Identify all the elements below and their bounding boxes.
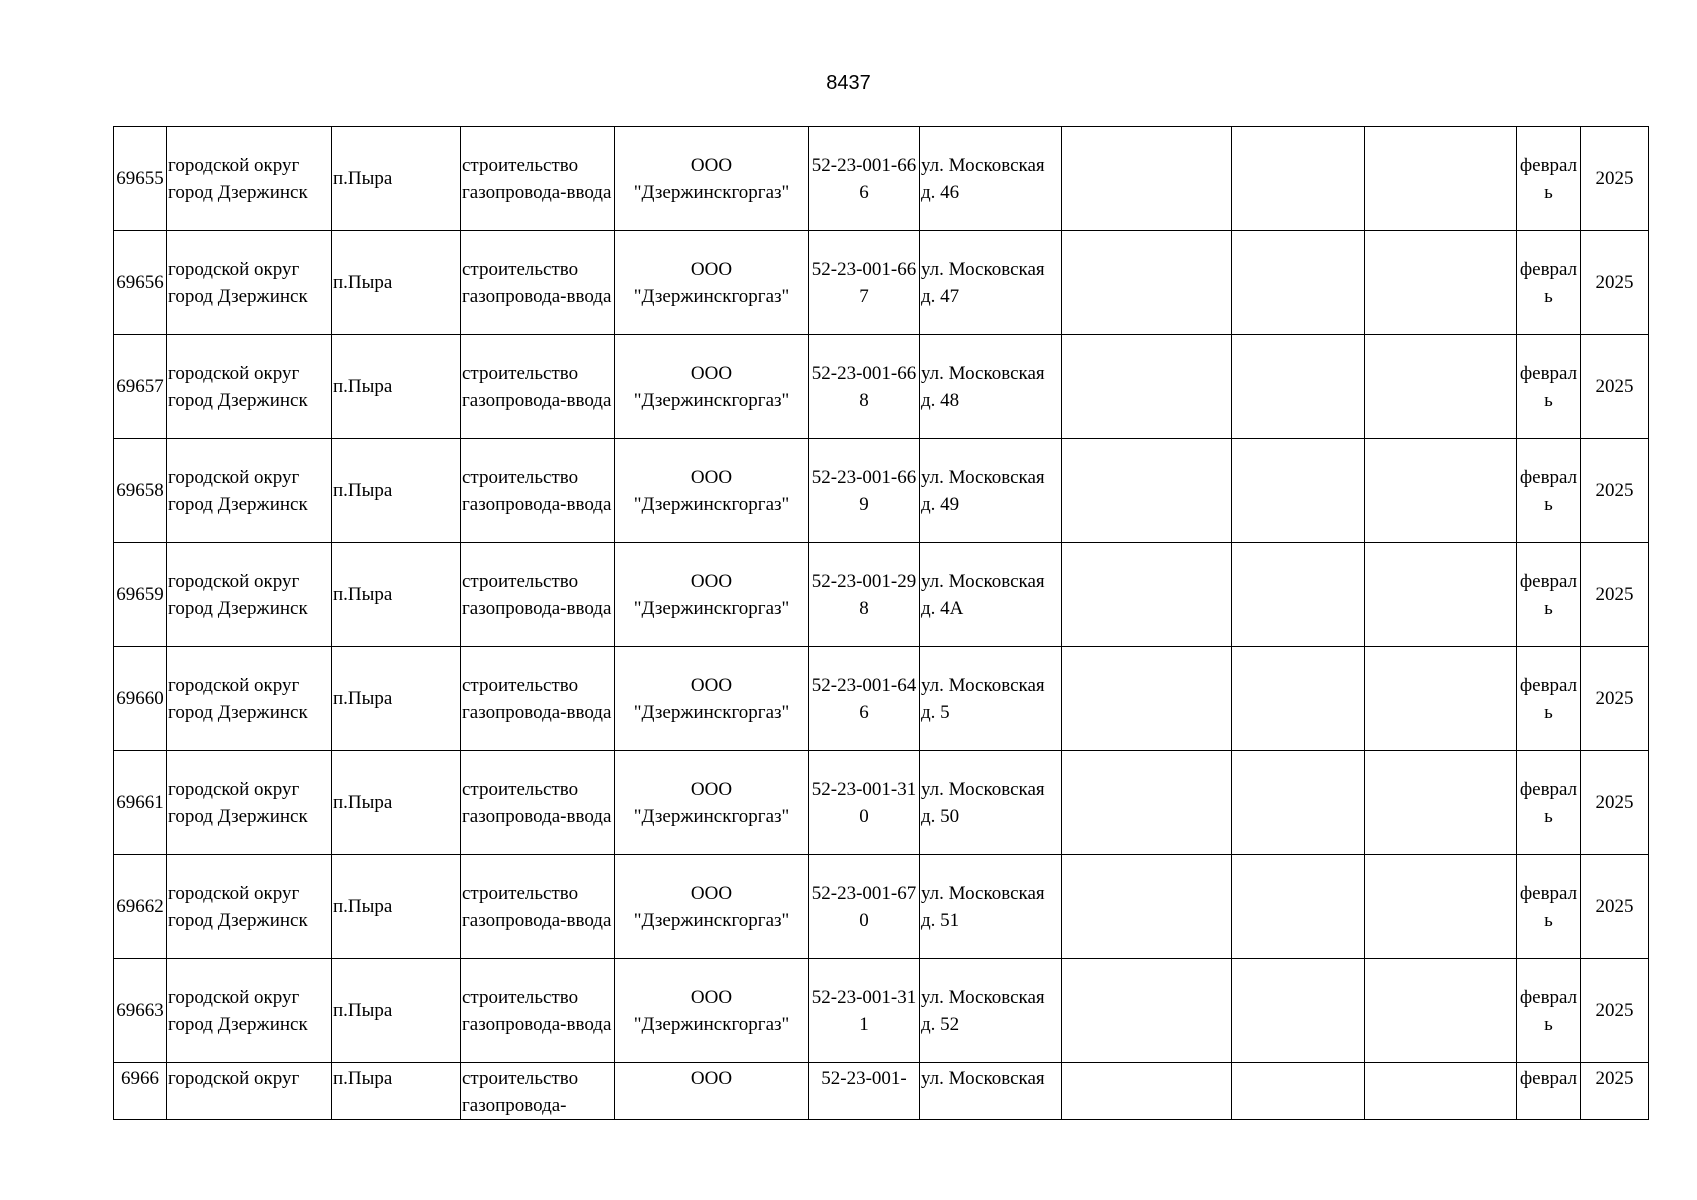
settlement: п.Пыра <box>332 335 461 439</box>
empty-cell <box>1232 439 1365 543</box>
empty-cell <box>1232 543 1365 647</box>
settlement: п.Пыра <box>332 543 461 647</box>
month: феврал <box>1517 1063 1581 1120</box>
municipality: городской округ город Дзержинск <box>167 543 332 647</box>
settlement: п.Пыра <box>332 959 461 1063</box>
empty-cell <box>1232 127 1365 231</box>
cadastral-number: 52-23-001-667 <box>809 231 920 335</box>
municipality: городской округ город Дзержинск <box>167 231 332 335</box>
month: февраль <box>1517 751 1581 855</box>
empty-cell <box>1062 959 1232 1063</box>
address: ул. Московская д. 52 <box>920 959 1062 1063</box>
municipality: городской округ город Дзержинск <box>167 959 332 1063</box>
empty-cell <box>1365 439 1517 543</box>
organization: ООО "Дзержинскгоргаз" <box>615 751 809 855</box>
work-type: строительство газопровода-ввода <box>461 231 615 335</box>
month: февраль <box>1517 959 1581 1063</box>
empty-cell <box>1232 855 1365 959</box>
address: ул. Московская д. 46 <box>920 127 1062 231</box>
work-type: строительство газопровода- <box>461 1063 615 1120</box>
organization: ООО "Дзержинскгоргаз" <box>615 231 809 335</box>
cadastral-number: 52-23-001-666 <box>809 127 920 231</box>
empty-cell <box>1232 1063 1365 1120</box>
cadastral-number: 52-23-001- <box>809 1063 920 1120</box>
month: февраль <box>1517 543 1581 647</box>
organization: ООО "Дзержинскгоргаз" <box>615 127 809 231</box>
cadastral-number: 52-23-001-646 <box>809 647 920 751</box>
work-type: строительство газопровода-ввода <box>461 647 615 751</box>
settlement: п.Пыра <box>332 751 461 855</box>
empty-cell <box>1062 127 1232 231</box>
address: ул. Московская д. 50 <box>920 751 1062 855</box>
empty-cell <box>1062 543 1232 647</box>
work-type: строительство газопровода-ввода <box>461 959 615 1063</box>
organization: ООО "Дзержинскгоргаз" <box>615 335 809 439</box>
address: ул. Московская д. 49 <box>920 439 1062 543</box>
settlement: п.Пыра <box>332 1063 461 1120</box>
address: ул. Московская <box>920 1063 1062 1120</box>
month: февраль <box>1517 231 1581 335</box>
month: февраль <box>1517 335 1581 439</box>
municipality: городской округ город Дзержинск <box>167 335 332 439</box>
empty-cell <box>1232 231 1365 335</box>
row-number: 69661 <box>114 751 167 855</box>
organization: ООО "Дзержинскгоргаз" <box>615 647 809 751</box>
empty-cell <box>1062 335 1232 439</box>
empty-cell <box>1365 335 1517 439</box>
empty-cell <box>1365 959 1517 1063</box>
address: ул. Московская д. 48 <box>920 335 1062 439</box>
year: 2025 <box>1581 127 1649 231</box>
work-type: строительство газопровода-ввода <box>461 439 615 543</box>
empty-cell <box>1062 751 1232 855</box>
cadastral-number: 52-23-001-298 <box>809 543 920 647</box>
row-number: 69655 <box>114 127 167 231</box>
year: 2025 <box>1581 231 1649 335</box>
empty-cell <box>1062 439 1232 543</box>
table-row <box>114 959 1649 1063</box>
municipality: городской округ город Дзержинск <box>167 127 332 231</box>
municipality: городской округ город Дзержинск <box>167 439 332 543</box>
empty-cell <box>1062 855 1232 959</box>
empty-cell <box>1062 647 1232 751</box>
settlement: п.Пыра <box>332 127 461 231</box>
cadastral-number: 52-23-001-670 <box>809 855 920 959</box>
month: февраль <box>1517 855 1581 959</box>
row-number: 69656 <box>114 231 167 335</box>
address: ул. Московская д. 51 <box>920 855 1062 959</box>
row-number: 69662 <box>114 855 167 959</box>
empty-cell <box>1232 335 1365 439</box>
register-table <box>113 126 1649 1120</box>
work-type: строительство газопровода-ввода <box>461 335 615 439</box>
empty-cell <box>1365 1063 1517 1120</box>
work-type: строительство газопровода-ввода <box>461 855 615 959</box>
month: февраль <box>1517 439 1581 543</box>
settlement: п.Пыра <box>332 855 461 959</box>
municipality: городской округ город Дзержинск <box>167 751 332 855</box>
empty-cell <box>1365 127 1517 231</box>
address: ул. Московская д. 47 <box>920 231 1062 335</box>
settlement: п.Пыра <box>332 647 461 751</box>
year: 2025 <box>1581 335 1649 439</box>
organization: ООО "Дзержинскгоргаз" <box>615 543 809 647</box>
month: февраль <box>1517 647 1581 751</box>
settlement: п.Пыра <box>332 231 461 335</box>
row-number: 6966 <box>114 1063 167 1120</box>
settlement: п.Пыра <box>332 439 461 543</box>
empty-cell <box>1232 647 1365 751</box>
table-row <box>114 543 1649 647</box>
year: 2025 <box>1581 439 1649 543</box>
table-row <box>114 127 1649 231</box>
empty-cell <box>1062 1063 1232 1120</box>
page-number: 8437 <box>826 72 871 94</box>
row-number: 69660 <box>114 647 167 751</box>
empty-cell <box>1365 855 1517 959</box>
row-number: 69657 <box>114 335 167 439</box>
empty-cell <box>1232 959 1365 1063</box>
work-type: строительство газопровода-ввода <box>461 127 615 231</box>
address: ул. Московская д. 4А <box>920 543 1062 647</box>
empty-cell <box>1365 751 1517 855</box>
work-type: строительство газопровода-ввода <box>461 751 615 855</box>
municipality: городской округ город Дзержинск <box>167 855 332 959</box>
address: ул. Московская д. 5 <box>920 647 1062 751</box>
year: 2025 <box>1581 855 1649 959</box>
work-type: строительство газопровода-ввода <box>461 543 615 647</box>
table-row <box>114 647 1649 751</box>
month: февраль <box>1517 127 1581 231</box>
empty-cell <box>1365 647 1517 751</box>
municipality: городской округ <box>167 1063 332 1120</box>
table-row <box>114 855 1649 959</box>
empty-cell <box>1232 751 1365 855</box>
table-row <box>114 751 1649 855</box>
year: 2025 <box>1581 647 1649 751</box>
table-row <box>114 335 1649 439</box>
empty-cell <box>1365 231 1517 335</box>
organization: ООО <box>615 1063 809 1120</box>
cadastral-number: 52-23-001-310 <box>809 751 920 855</box>
organization: ООО "Дзержинскгоргаз" <box>615 439 809 543</box>
year: 2025 <box>1581 1063 1649 1120</box>
row-number: 69663 <box>114 959 167 1063</box>
table-row <box>114 231 1649 335</box>
cadastral-number: 52-23-001-668 <box>809 335 920 439</box>
year: 2025 <box>1581 543 1649 647</box>
table-row <box>114 439 1649 543</box>
table-row <box>114 1063 1649 1120</box>
organization: ООО "Дзержинскгоргаз" <box>615 855 809 959</box>
cadastral-number: 52-23-001-311 <box>809 959 920 1063</box>
cadastral-number: 52-23-001-669 <box>809 439 920 543</box>
empty-cell <box>1062 231 1232 335</box>
row-number: 69658 <box>114 439 167 543</box>
empty-cell <box>1365 543 1517 647</box>
organization: ООО "Дзержинскгоргаз" <box>615 959 809 1063</box>
row-number: 69659 <box>114 543 167 647</box>
municipality: городской округ город Дзержинск <box>167 647 332 751</box>
year: 2025 <box>1581 751 1649 855</box>
year: 2025 <box>1581 959 1649 1063</box>
